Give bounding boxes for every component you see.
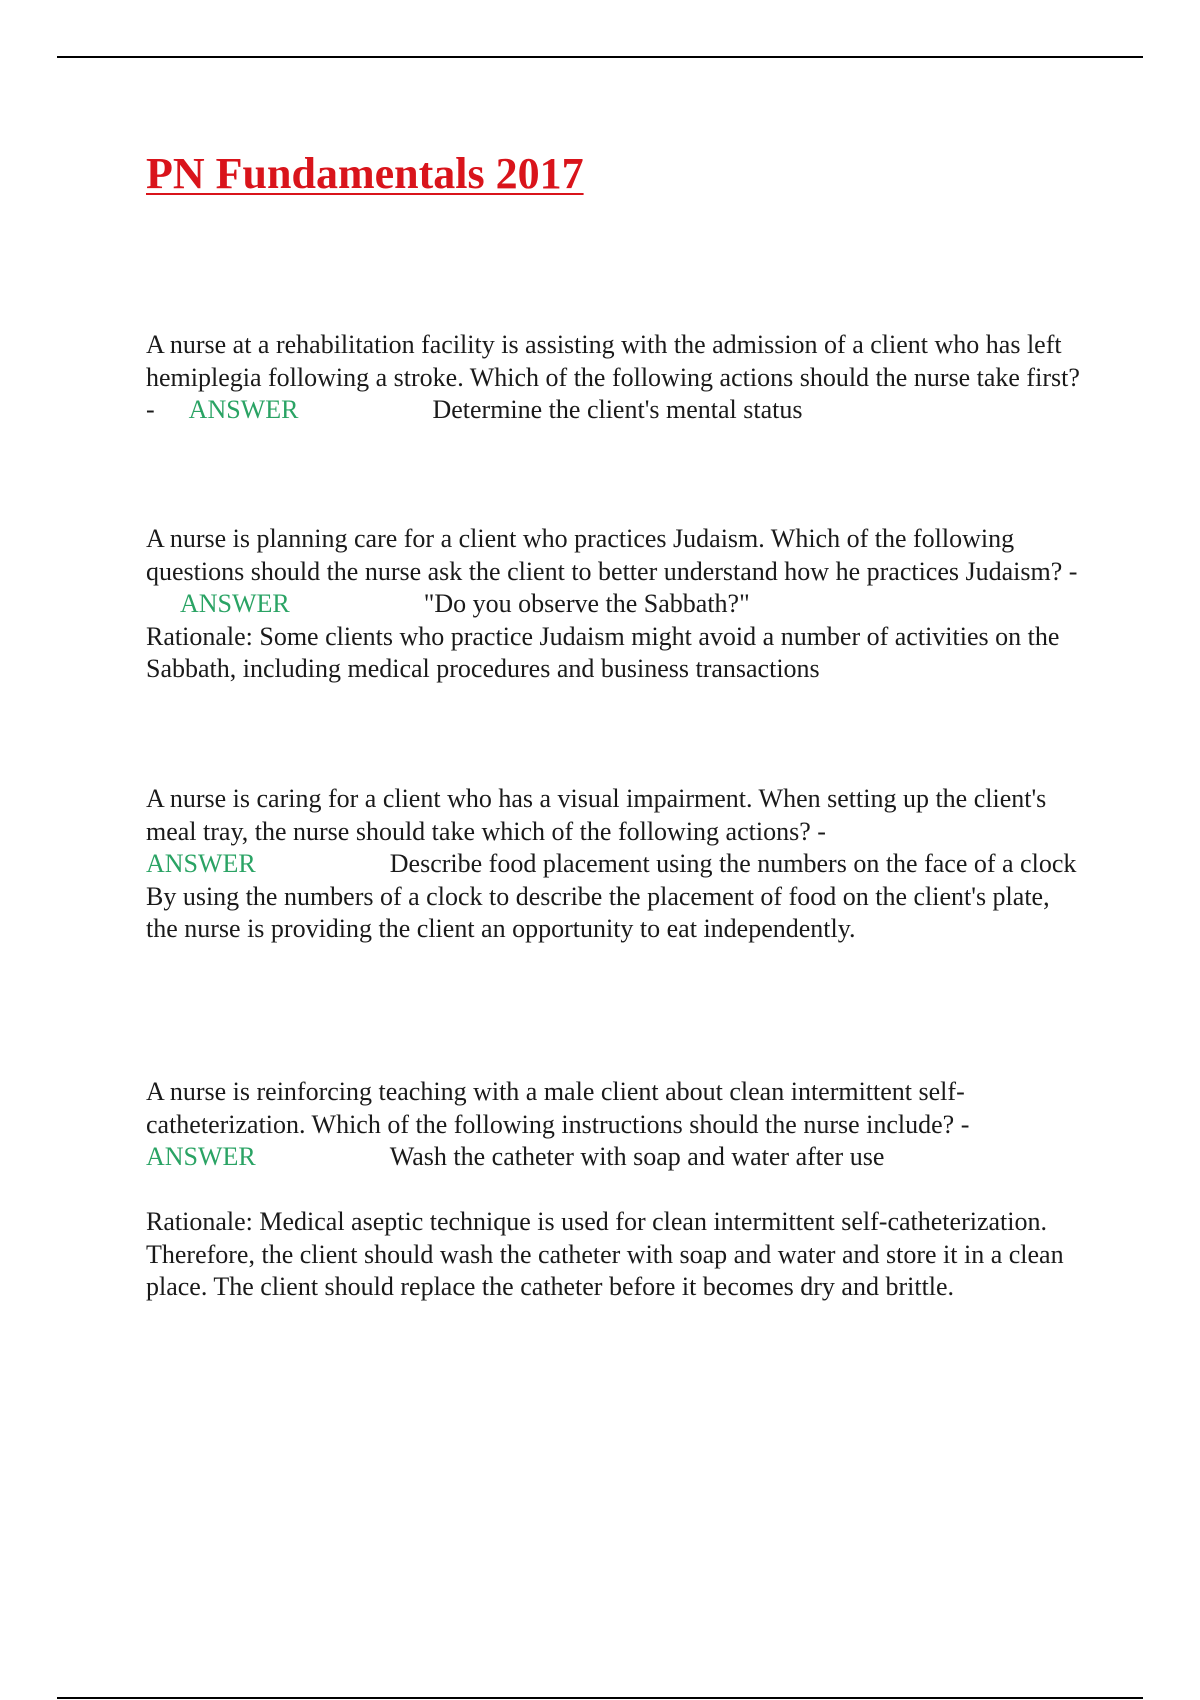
paragraph-spacer <box>146 1174 1086 1207</box>
qa-item-1 <box>146 329 1086 427</box>
qa-item-2 <box>146 523 1086 686</box>
qa-item-3 <box>146 783 1086 946</box>
answer-label: ANSWER <box>188 395 299 424</box>
answer-label: ANSWER <box>146 1142 256 1171</box>
question-text: A nurse is caring for a client who has a visual impairment. When setting up the client's meal tray, the nurse should take which of the following actions? - <box>146 784 1047 846</box>
question-text: A nurse is reinforcing teaching with a male client about clean intermittent self-catheterization. Which of the following instructions should the nurse include? - <box>146 1077 970 1139</box>
answer-label: ANSWER <box>146 849 256 878</box>
qa-item-3-body <box>146 783 1086 881</box>
answer-text: "Do you observe the Sabbath?" <box>423 589 750 618</box>
qa-item-2-body <box>146 523 1086 621</box>
rationale-text: Rationale: Some clients who practice Judaism might avoid a number of activities on the Sabbath, including medical procedures and business transactions <box>146 621 1060 683</box>
rationale-text: By using the numbers of a clock to describe the placement of food on the client's plate, the nurse is providing the client an opportunity to eat independently. <box>146 881 1050 943</box>
answer-text: Describe food placement using the numbers on the face of a clock <box>389 849 1077 878</box>
page-bottom-rule <box>57 1697 1143 1699</box>
qa-item-4 <box>146 1076 1086 1304</box>
rationale-text: Rationale: Medical aseptic technique is used for clean intermittent self-catheterization. Therefore, the client should wash the catheter with soap and water and store it in a clean place. The client should replace the catheter before it becomes dry and brittle. <box>146 1207 1064 1301</box>
answer-text: Determine the client's mental status <box>432 395 803 424</box>
answer-text: Wash the catheter with soap and water after use <box>389 1142 885 1171</box>
page-top-rule <box>57 56 1143 58</box>
question-text: A nurse at a rehabilitation facility is assisting with the admission of a client who has left hemiplegia following a stroke. Which of the following actions should the nurse take first? - <box>146 330 1080 424</box>
document-title: PN Fundamentals 2017 <box>146 149 584 198</box>
qa-item-1-body <box>146 329 1086 427</box>
question-text: A nurse is planning care for a client who practices Judaism. Which of the following questions should the nurse ask the client to better understand how he practices Judaism? - <box>146 524 1078 586</box>
qa-item-4-body <box>146 1076 1086 1174</box>
answer-label: ANSWER <box>180 589 290 618</box>
